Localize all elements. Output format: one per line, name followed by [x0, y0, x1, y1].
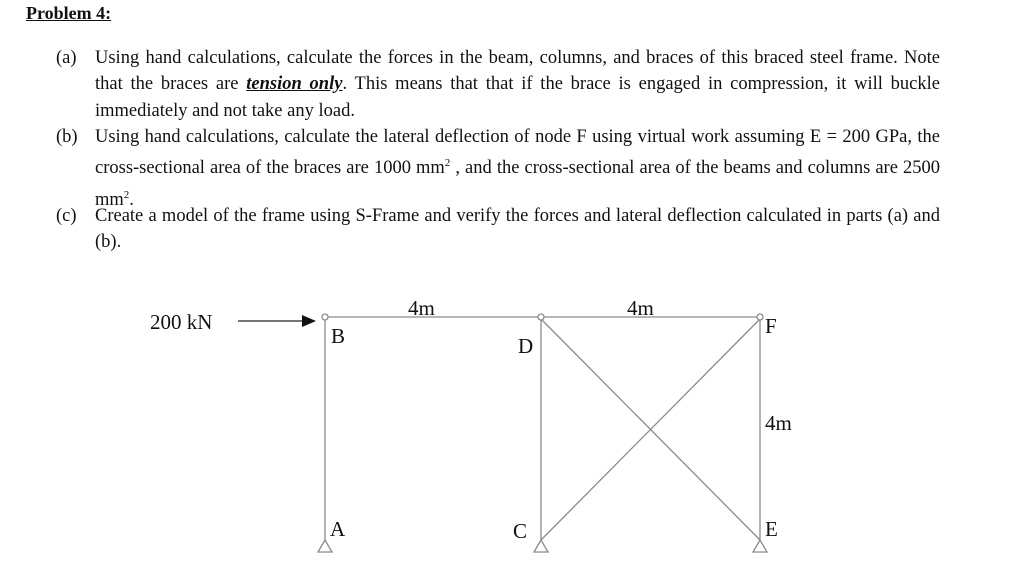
node-a-label: A — [330, 517, 346, 541]
part-a-label: (a) — [56, 48, 77, 68]
node-d-label: D — [518, 334, 534, 358]
node-f-label: F — [765, 314, 777, 338]
part-b-text-3: . — [129, 189, 134, 210]
node-b-label: B — [331, 324, 346, 348]
brace-de — [542, 320, 760, 540]
load-label: 200 kN — [150, 310, 213, 334]
node-d-hinge — [538, 314, 544, 320]
node-c-label: C — [513, 519, 528, 543]
part-a-text-2: . This means that that if the brace is engaged in compression, it will buckle immediately and not take any load. — [95, 74, 940, 121]
part-b-text-2: , and the cross-sectional area of the beams and columns are 2500 mm — [95, 158, 940, 210]
load-arrow-head-icon — [302, 315, 316, 327]
support-e-icon — [753, 540, 767, 552]
node-f-hinge — [757, 314, 763, 320]
node-b-hinge — [322, 314, 328, 320]
part-c-label: (c) — [56, 206, 77, 226]
span-2-label: 4m — [627, 296, 654, 320]
support-a-icon — [318, 540, 332, 552]
span-1-label: 4m — [408, 296, 435, 320]
support-c-icon — [534, 540, 548, 552]
part-a-text-1: Using hand calculations, calculate the forces in the beam, columns, and braces of this braced steel frame. Note that the braces are — [95, 48, 940, 95]
tension-only-emphasis: tension only — [246, 74, 343, 95]
part-b-label: (b) — [56, 127, 78, 147]
part-c-text: Create a model of the frame using S-Frame and verify the forces and lateral deflection calculated in parts (a) and (b). — [95, 206, 940, 253]
problem-title: Problem 4: — [26, 3, 112, 23]
height-label: 4m — [765, 411, 792, 435]
brace-cf — [541, 320, 759, 540]
node-e-label: E — [765, 517, 778, 541]
superscript: 2 — [444, 157, 451, 170]
part-b-text-1: Using hand calculations, calculate the lateral deflection of node F using virtual work assuming E = 200 GPa, the cross-sectional area of the braces are 1000 mm — [95, 127, 940, 179]
superscript: 2 — [123, 188, 130, 201]
